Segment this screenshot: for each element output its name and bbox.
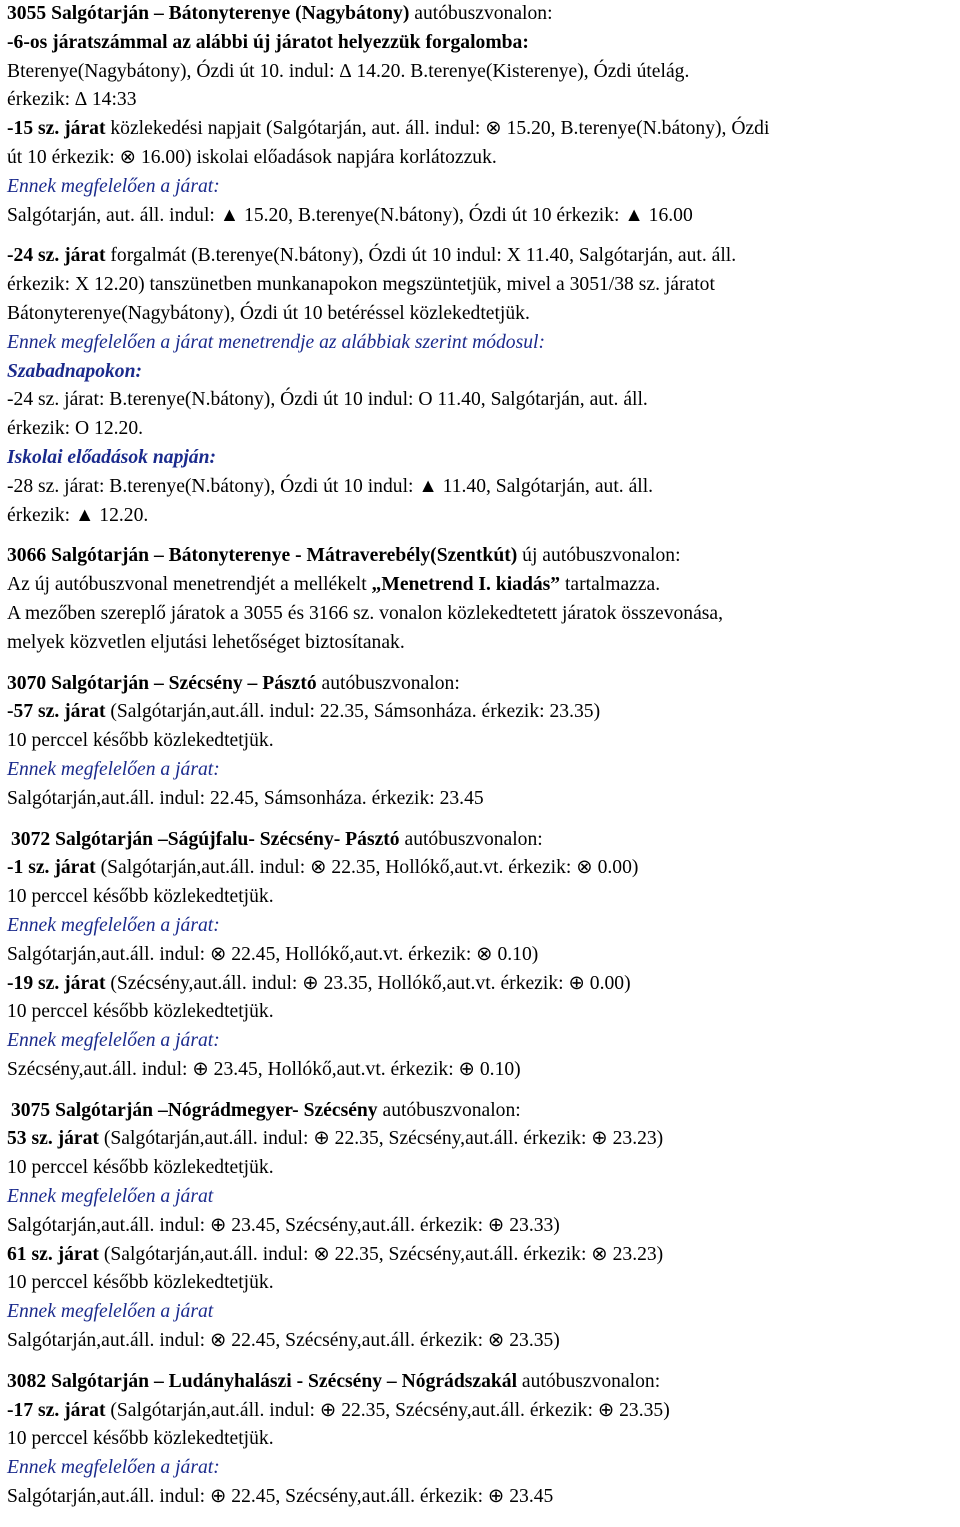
line-text <box>7 1241 960 1270</box>
section-3072 <box>7 826 960 1085</box>
route-number: -24 sz. járat <box>7 245 106 267</box>
line-text: Szécsény,aut.áll. indul: ⊕ 23.45, Hollókő,aut.vt. érkezik: ⊕ 0.10) <box>7 1058 521 1080</box>
line-text: autóbuszvonalon: <box>377 1099 521 1121</box>
line-text: A mezőben szereplő járatok a 3055 és 3166 sz. vonalon közlekedtetett járatok összevonása, <box>7 602 724 624</box>
line-text <box>7 970 960 999</box>
line-title: 3075 Salgótarján –Nógrádmegyer- Szécsény <box>11 1099 378 1121</box>
line-text <box>7 115 960 144</box>
line-text <box>7 698 960 727</box>
notice-line: Ennek megfelelően a járat: <box>7 1457 220 1479</box>
line-text: érkezik: ∆ 14:33 <box>7 89 137 111</box>
line-text <box>7 242 960 271</box>
line-text: Salgótarján,aut.áll. indul: ⊕ 23.45, Szécsény,aut.áll. érkezik: ⊕ 23.33) <box>7 1214 560 1236</box>
line-text: 10 perccel később közlekedtetjük. <box>7 1272 274 1294</box>
line-text: új autóbuszvonalon: <box>517 545 681 567</box>
notice-line: Ennek megfelelően a járat <box>7 1186 214 1208</box>
section-heading <box>7 826 960 855</box>
line-text: (Salgótarján,aut.áll. indul: ⊕ 22.35, Szécsény,aut.áll. érkezik: ⊕ 23.35) <box>105 1399 670 1421</box>
line-text: Salgótarján,aut.áll. indul: ⊕ 22.45, Szécsény,aut.áll. érkezik: ⊕ 23.45 <box>7 1486 554 1508</box>
line-text: 10 perccel később közlekedtetjük. <box>7 730 274 752</box>
notice-line: Ennek megfelelően a járat menetrendje az alábbiak szerint módosul: <box>7 331 545 353</box>
line-text: Salgótarján,aut.áll. indul: 22.45, Sámsonháza. érkezik: 23.45 <box>7 787 484 809</box>
line-text: autóbuszvonalon: <box>517 1370 661 1392</box>
line-text: melyek közvetlen eljutási lehetőséget biztosítanak. <box>7 631 405 653</box>
section-heading <box>7 1097 960 1126</box>
line-title: 3055 Salgótarján – Bátonyterenye (Nagybátony) <box>7 3 410 24</box>
section-3070 <box>7 670 960 814</box>
line-text <box>7 571 960 600</box>
route-number: -15 sz. járat <box>7 118 106 140</box>
line-text: (Salgótarján,aut.áll. indul: 22.35, Sámsonháza. érkezik: 23.35) <box>105 701 601 723</box>
line-text: (Szécsény,aut.áll. indul: ⊕ 23.35, Hollókő,aut.vt. érkezik: ⊕ 0.00) <box>105 972 631 994</box>
section-heading <box>7 1368 960 1397</box>
line-text: Bátonyterenye(Nagybátony), Ózdi út 10 betéréssel közlekedtetjük. <box>7 302 530 324</box>
section-3066 <box>7 542 960 657</box>
line-text: Salgótarján,aut.áll. indul: ⊗ 22.45, Hollókő,aut.vt. érkezik: ⊗ 0.10) <box>7 943 539 965</box>
line-text <box>7 1125 960 1154</box>
line-text: út 10 érkezik: ⊗ 16.00) iskolai előadások napjára korlátozzuk. <box>7 146 497 168</box>
line-text: Az új autóbuszvonal menetrendjét a mellékelt <box>7 574 372 596</box>
section-heading <box>7 542 960 571</box>
notice-line: Ennek megfelelően a járat <box>7 1301 214 1323</box>
section-3082 <box>7 1368 960 1512</box>
line-title: 3072 Salgótarján –Ságújfalu- Szécsény- Pásztó <box>11 828 400 850</box>
line-title: 3082 Salgótarján – Ludányhalászi - Szécsény – Nógrádszakál <box>7 1370 518 1392</box>
section-3055 <box>7 0 960 530</box>
line-title: 3066 Salgótarján – Bátonyterenye - Mátraverebély(Szentkút) <box>7 545 518 567</box>
line-text: érkezik: ▲ 12.20. <box>7 504 149 526</box>
notice-line: Ennek megfelelően a járat: <box>7 914 220 936</box>
subheading: Iskolai előadások napján: <box>7 446 217 468</box>
notice-line: Ennek megfelelően a járat: <box>7 758 220 780</box>
line-text: (Salgótarján,aut.áll. indul: ⊕ 22.35, Szécsény,aut.áll. érkezik: ⊕ 23.23) <box>98 1128 664 1150</box>
line-text: -28 sz. járat: B.terenye(N.bátony), Ózdi út 10 indul: ▲ 11.40, Salgótarján, aut. áll. <box>7 475 654 497</box>
subheading: Szabadnapokon: <box>7 360 143 382</box>
line-text: autóbuszvonalon: <box>316 672 460 694</box>
route-number: -17 sz. járat <box>7 1399 106 1421</box>
line-text: Salgótarján,aut.áll. indul: ⊗ 22.45, Szécsény,aut.áll. érkezik: ⊗ 23.35) <box>7 1330 560 1352</box>
line-text: Bterenye(Nagybátony), Ózdi út 10. indul: ∆ 14.20. B.terenye(Kisterenye), Ózdi útelág. <box>7 60 690 82</box>
timetable-reference: „Menetrend I. kiadás” <box>371 574 561 596</box>
notice-line: Ennek megfelelően a járat: <box>7 175 220 197</box>
line-text: érkezik: O 12.20. <box>7 418 144 440</box>
route-number: 53 sz. járat <box>7 1128 99 1150</box>
line-text: forgalmát (B.terenye(N.bátony), Ózdi út 10 indul: X 11.40, Salgótarján, aut. áll. <box>105 245 737 267</box>
line-text: érkezik: X 12.20) tanszünetben munkanapokon megszüntetjük, mivel a 3051/38 sz. járatot <box>7 274 715 296</box>
section-3075 <box>7 1097 960 1356</box>
line-text: -6-os járatszámmal az alábbi új járatot helyezzük forgalomba: <box>7 31 529 53</box>
line-text: -24 sz. járat: B.terenye(N.bátony), Ózdi út 10 indul: O 11.40, Salgótarján, aut. áll. <box>7 389 648 411</box>
route-number: -57 sz. járat <box>7 701 106 723</box>
section-heading <box>7 670 960 699</box>
line-text: (Salgótarján,aut.áll. indul: ⊗ 22.35, Hollókő,aut.vt. érkezik: ⊗ 0.00) <box>95 857 639 879</box>
route-number: -1 sz. járat <box>7 857 96 879</box>
line-text <box>7 854 960 883</box>
line-text: autóbuszvonalon: <box>409 3 553 24</box>
line-text: közlekedési napjait (Salgótarján, aut. áll. indul: ⊗ 15.20, B.terenye(N.bátony), Ózdi <box>105 118 770 140</box>
line-text: 10 perccel később közlekedtetjük. <box>7 886 274 908</box>
line-text: autóbuszvonalon: <box>399 828 543 850</box>
line-text <box>7 1397 960 1426</box>
line-text: tartalmazza. <box>560 574 661 596</box>
line-text: 10 perccel később közlekedtetjük. <box>7 1428 274 1450</box>
line-text: 10 perccel később közlekedtetjük. <box>7 1157 274 1179</box>
route-number: 61 sz. járat <box>7 1243 99 1265</box>
line-text: (Salgótarján,aut.áll. indul: ⊗ 22.35, Szécsény,aut.áll. érkezik: ⊗ 23.23) <box>98 1243 664 1265</box>
route-number: -19 sz. járat <box>7 972 106 994</box>
section-heading <box>7 0 960 29</box>
line-text: 10 perccel később közlekedtetjük. <box>7 1001 274 1023</box>
line-title: 3070 Salgótarján – Szécsény – Pásztó <box>7 672 317 694</box>
notice-line: Ennek megfelelően a járat: <box>7 1030 220 1052</box>
line-text: Salgótarján, aut. áll. indul: ▲ 15.20, B.terenye(N.bátony), Ózdi út 10 érkezik: ▲ 16.00 <box>7 204 693 226</box>
